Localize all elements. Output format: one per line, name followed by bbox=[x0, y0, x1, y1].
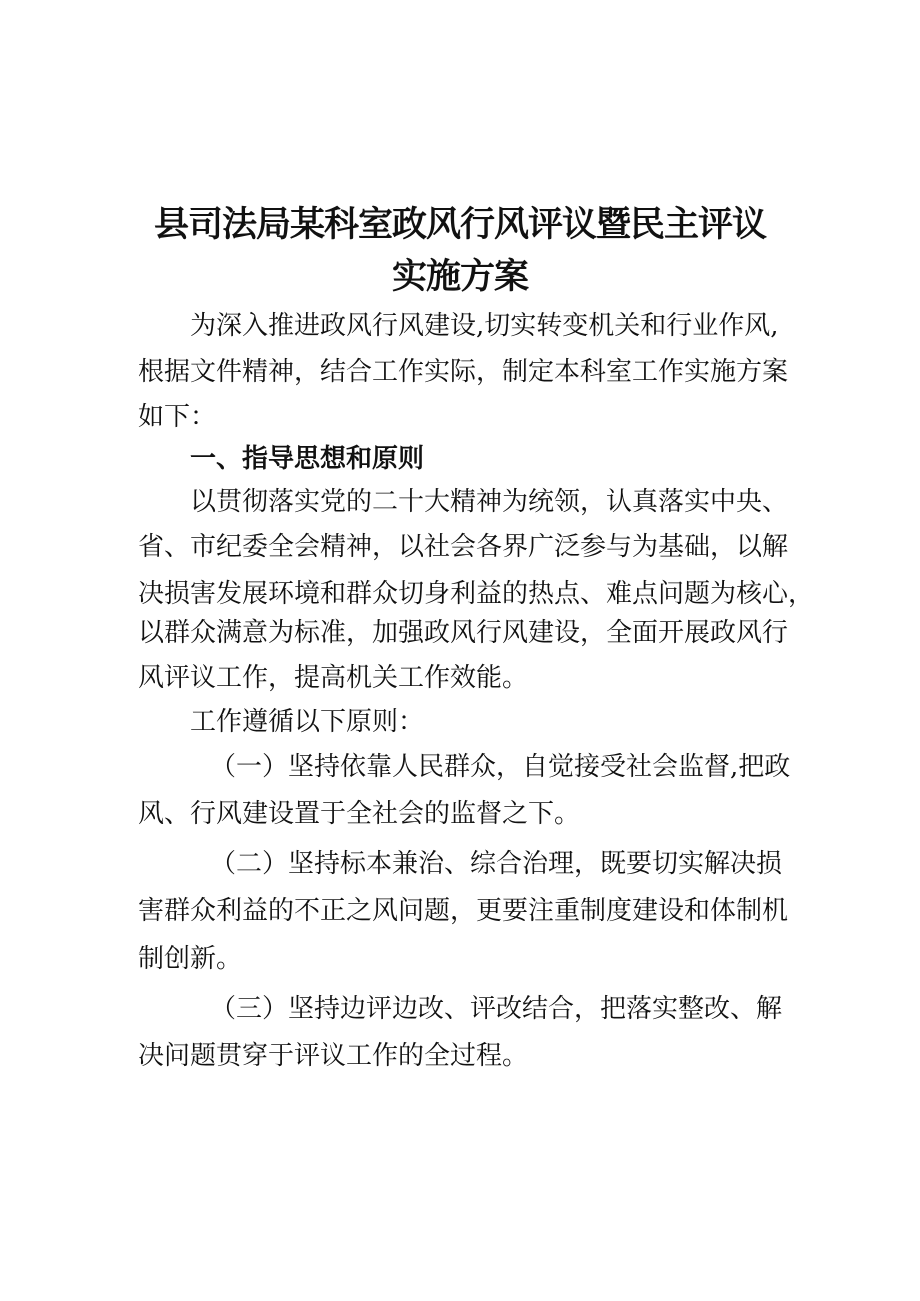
section-1-para-1-line-5: 风评议工作，提高机关工作效能。 bbox=[138, 663, 529, 693]
principle-3-line-2: 决问题贯穿于评议工作的全过程。 bbox=[138, 1041, 529, 1071]
document-title-line-2: 实施方案 bbox=[391, 257, 528, 297]
principle-1-line-1: （一）坚持依靠人民群众，自觉接受社会监督,把政 bbox=[210, 752, 791, 782]
section-1-para-1-line-4: 以群众满意为标准，加强政风行风建设，全面开展政风行 bbox=[138, 618, 789, 648]
section-1-para-1-line-3: 决损害发展环境和群众切身利益的热点、难点问题为核心， bbox=[138, 579, 815, 609]
section-1-para-1-line-1: 以贯彻落实党的二十大精神为统领，认真落实中央、 bbox=[190, 487, 789, 517]
principle-3-line-1: （三）坚持边评边改、评改结合，把落实整改、解 bbox=[210, 994, 783, 1024]
section-1-para-1-line-2: 省、市纪委全会精神，以社会各界广泛参与为基础，以解 bbox=[138, 532, 789, 562]
principle-2-line-2: 害群众利益的不正之风问题，更要注重制度建设和体制机 bbox=[138, 896, 789, 926]
intro-line-2: 根据文件精神，结合工作实际，制定本科室工作实施方案 bbox=[138, 357, 789, 387]
document-title-line-1: 县司法局某科室政风行风评议暨民主评议 bbox=[153, 205, 766, 245]
intro-line-3: 如下： bbox=[138, 402, 217, 432]
section-1-heading: 一、指导思想和原则 bbox=[190, 444, 425, 474]
principle-2-line-3: 制创新。 bbox=[138, 944, 243, 974]
section-1-para-2: 工作遵循以下原则： bbox=[190, 707, 425, 737]
principle-2-line-1: （二）坚持标本兼治、综合治理，既要切实解决损 bbox=[210, 849, 783, 879]
principle-1-line-2: 风、行风建设置于全社会的监督之下。 bbox=[138, 799, 581, 829]
intro-line-1: 为深入推进政风行风建设,切实转变机关和行业作风, bbox=[190, 311, 779, 341]
